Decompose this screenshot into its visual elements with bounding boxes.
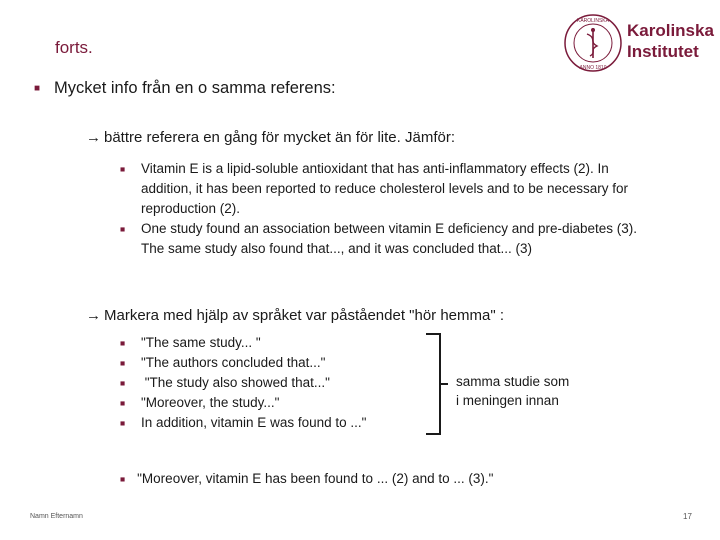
- square-bullet-icon: ■: [120, 224, 126, 234]
- ki-seal-icon: [563, 12, 623, 74]
- list-item: [118, 219, 658, 259]
- bracket-note-line: samma studie som: [456, 374, 570, 389]
- list-item: [118, 413, 448, 433]
- list-item: [118, 159, 658, 219]
- right-bracket-icon: [420, 330, 450, 440]
- svg-text:KAROLINSKA: KAROLINSKA: [577, 18, 609, 24]
- list-item: [118, 373, 448, 393]
- square-bullet-icon: ■: [120, 358, 126, 368]
- bracket-note: [456, 372, 569, 410]
- list-item-text: In addition, vitamin E was found to ...": [141, 415, 367, 430]
- list-item: [118, 353, 448, 373]
- square-bullet-icon: ■: [120, 164, 126, 174]
- square-bullet-icon: ■: [120, 474, 126, 484]
- arrow-point-1: [86, 129, 455, 146]
- list-item-text: Vitamin E is a lipid-soluble antioxidant that has anti-inflammatory effects (2). In addition, it has been reported to reduce cholesterol levels and to be necessary for reproduction (2).: [141, 161, 629, 216]
- logo-wordmark: [627, 20, 714, 62]
- list-item: [118, 393, 448, 413]
- square-bullet-icon: ■: [120, 398, 126, 408]
- example-list: [118, 159, 658, 259]
- list-item-text: "The authors concluded that...": [141, 355, 326, 370]
- right-arrow-icon: →: [86, 129, 101, 146]
- bracket-note-line: i meningen innan: [456, 393, 559, 408]
- slide-title: forts.: [55, 38, 93, 57]
- karolinska-logo: [563, 12, 714, 74]
- main-bullet: [34, 79, 336, 98]
- extra-list-item-text: "Moreover, vitamin E has been found to ... (2) and to ... (3).": [137, 471, 494, 486]
- arrow-point-1-text: bättre referera en gång för mycket än för lite. Jämför:: [104, 129, 455, 146]
- square-bullet-icon: ■: [120, 338, 126, 348]
- list-item-text: "The same study... ": [141, 335, 261, 350]
- list-item: [118, 333, 448, 353]
- square-bullet-icon: ■: [120, 378, 126, 388]
- list-item-text: "The study also showed that...": [141, 375, 330, 390]
- page-number: 17: [683, 512, 692, 521]
- square-bullet-icon: ■: [34, 83, 41, 94]
- list-item-text: "Moreover, the study...": [141, 395, 280, 410]
- square-bullet-icon: ■: [120, 418, 126, 428]
- arrow-point-2-text: Markera med hjälp av språket var påståendet "hör hemma" :: [104, 307, 505, 324]
- right-arrow-icon: →: [86, 307, 101, 324]
- footer-author: Namn Efternamn: [30, 513, 83, 520]
- arrow-point-2: [86, 307, 504, 324]
- svg-text:ANNO 1810: ANNO 1810: [579, 65, 607, 71]
- logo-line-2: Institutet: [627, 42, 699, 61]
- logo-line-1: Karolinska: [627, 21, 714, 40]
- main-bullet-text: Mycket info från en o samma referens:: [54, 79, 336, 97]
- phrase-list: [118, 333, 448, 433]
- extra-list-item: [118, 471, 493, 486]
- list-item-text: One study found an association between vitamin E deficiency and pre-diabetes (3). The same study also found that..., and it was concluded that... (3): [141, 221, 638, 256]
